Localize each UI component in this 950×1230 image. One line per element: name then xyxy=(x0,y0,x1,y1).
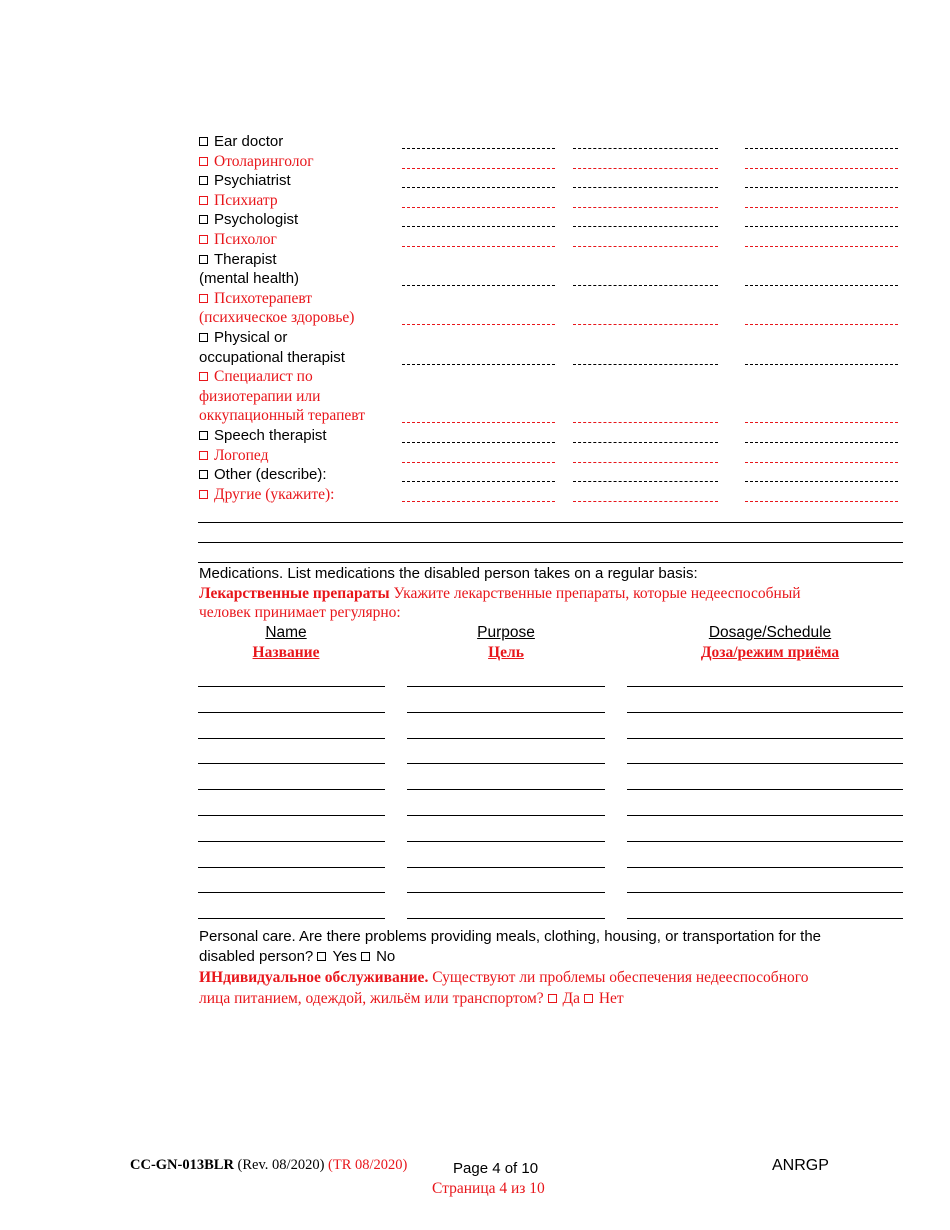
medication-dosage-line[interactable] xyxy=(627,763,903,764)
provider-label xyxy=(199,328,287,348)
provider-label xyxy=(199,465,327,485)
medications-heading-ru: Лекарственные препараты xyxy=(199,585,390,602)
provider-answer-line[interactable] xyxy=(402,364,555,365)
provider-label-text: occupational therapist xyxy=(199,348,345,366)
medication-purpose-line[interactable] xyxy=(407,712,605,713)
provider-label-text: Психотерапевт xyxy=(214,289,313,307)
provider-label-text: Psychiatrist xyxy=(214,172,291,190)
personal-care-en-2 xyxy=(199,948,395,965)
provider-answer-line[interactable] xyxy=(573,246,718,247)
provider-answer-line[interactable] xyxy=(573,285,718,286)
provider-label xyxy=(199,269,299,289)
medication-purpose-line[interactable] xyxy=(407,892,605,893)
column-dosage-en: Dosage/Schedule xyxy=(708,624,832,641)
provider-label-text: Ear doctor xyxy=(214,133,284,150)
provider-label xyxy=(199,250,277,270)
provider-answer-line[interactable] xyxy=(573,207,718,208)
medication-dosage-line[interactable] xyxy=(627,738,903,739)
provider-label xyxy=(199,348,345,368)
provider-answer-line[interactable] xyxy=(402,187,555,188)
provider-label-text: Логопед xyxy=(214,446,269,464)
provider-label-text: Специалист по xyxy=(214,368,313,386)
no-checkbox-ru[interactable] xyxy=(584,994,593,1003)
provider-label xyxy=(199,426,327,446)
medication-name-line[interactable] xyxy=(198,815,385,816)
provider-answer-line[interactable] xyxy=(402,501,555,502)
provider-answer-line[interactable] xyxy=(402,462,555,463)
provider-checkbox[interactable] xyxy=(199,215,208,224)
provider-checkbox[interactable] xyxy=(199,431,208,440)
personal-care-en-1: Personal care. Are there problems providing meals, clothing, housing, or transportation for the xyxy=(199,928,822,945)
medication-name-line[interactable] xyxy=(198,918,385,919)
provider-checkbox[interactable] xyxy=(199,490,208,499)
provider-answer-line[interactable] xyxy=(745,168,898,169)
medications-prompt-ru-1 xyxy=(199,585,801,603)
column-purpose-ru: Цель xyxy=(488,644,524,661)
medication-name-line[interactable] xyxy=(198,686,385,687)
provider-answer-line[interactable] xyxy=(573,187,718,188)
provider-answer-line[interactable] xyxy=(745,422,898,423)
provider-checkbox[interactable] xyxy=(199,372,208,381)
yes-label-ru: Да xyxy=(562,990,580,1007)
medication-purpose-line[interactable] xyxy=(407,686,605,687)
provider-answer-line[interactable] xyxy=(573,226,718,227)
provider-label-text: Physical or xyxy=(214,329,288,346)
provider-label-text: Therapist xyxy=(214,250,277,268)
no-checkbox[interactable] xyxy=(361,952,370,961)
medication-name-line[interactable] xyxy=(198,763,385,764)
medication-purpose-line[interactable] xyxy=(407,738,605,739)
provider-checkbox[interactable] xyxy=(199,176,208,185)
provider-answer-line[interactable] xyxy=(573,422,718,423)
provider-answer-line[interactable] xyxy=(745,187,898,188)
personal-care-question-ru: лица питанием, одеждой, жильём или транспортом? xyxy=(199,990,544,1007)
provider-checkbox[interactable] xyxy=(199,451,208,460)
provider-answer-line[interactable] xyxy=(745,226,898,227)
provider-label xyxy=(199,406,365,426)
form-code xyxy=(130,1157,407,1174)
provider-answer-line[interactable] xyxy=(573,462,718,463)
other-line-2[interactable] xyxy=(198,542,903,543)
column-dosage-ru: Доза/режим приёма xyxy=(700,644,840,661)
personal-care-ru-2 xyxy=(199,990,624,1008)
provider-label xyxy=(199,171,291,191)
personal-care-question-en: disabled person? xyxy=(199,948,314,965)
provider-checkbox[interactable] xyxy=(199,137,208,146)
provider-answer-line[interactable] xyxy=(745,442,898,443)
provider-label xyxy=(199,367,313,387)
form-revision: (Rev. 08/2020) xyxy=(233,1157,325,1173)
provider-answer-line[interactable] xyxy=(745,324,898,325)
provider-label-text: (психическое здоровье) xyxy=(199,309,355,327)
medication-purpose-line[interactable] xyxy=(407,918,605,919)
provider-checkbox[interactable] xyxy=(199,255,208,264)
medication-name-line[interactable] xyxy=(198,712,385,713)
provider-label-text: Отоларинголог xyxy=(214,152,314,170)
medication-name-line[interactable] xyxy=(198,867,385,868)
provider-answer-line[interactable] xyxy=(745,246,898,247)
column-purpose-en: Purpose xyxy=(477,624,535,641)
provider-label-text: физиотерапии или xyxy=(199,387,321,405)
yes-checkbox-ru[interactable] xyxy=(548,994,557,1003)
provider-answer-line[interactable] xyxy=(402,148,555,149)
provider-answer-line[interactable] xyxy=(402,324,555,325)
medication-name-line[interactable] xyxy=(198,789,385,790)
medication-purpose-line[interactable] xyxy=(407,841,605,842)
provider-checkbox[interactable] xyxy=(199,294,208,303)
medication-purpose-line[interactable] xyxy=(407,763,605,764)
provider-answer-line[interactable] xyxy=(573,501,718,502)
medication-dosage-line[interactable] xyxy=(627,789,903,790)
medication-purpose-line[interactable] xyxy=(407,867,605,868)
provider-answer-line[interactable] xyxy=(745,462,898,463)
personal-care-ru-1 xyxy=(199,969,808,987)
provider-label xyxy=(199,191,278,211)
provider-answer-line[interactable] xyxy=(745,501,898,502)
yes-checkbox[interactable] xyxy=(317,952,326,961)
medication-dosage-line[interactable] xyxy=(627,686,903,687)
medication-dosage-line[interactable] xyxy=(627,892,903,893)
provider-answer-line[interactable] xyxy=(745,148,898,149)
medication-dosage-line[interactable] xyxy=(627,712,903,713)
provider-answer-line[interactable] xyxy=(402,246,555,247)
form-acronym: ANRGP xyxy=(772,1157,829,1174)
provider-label-text: оккупационный терапевт xyxy=(199,407,365,425)
medication-dosage-line[interactable] xyxy=(627,815,903,816)
provider-label-text: Psychologist xyxy=(214,211,299,229)
provider-label xyxy=(199,387,320,407)
medication-name-line[interactable] xyxy=(198,892,385,893)
provider-answer-line[interactable] xyxy=(745,285,898,286)
medication-dosage-line[interactable] xyxy=(627,841,903,842)
provider-answer-line[interactable] xyxy=(745,481,898,482)
other-line-3[interactable] xyxy=(198,562,903,563)
provider-checkbox[interactable] xyxy=(199,196,208,205)
provider-answer-line[interactable] xyxy=(402,481,555,482)
medication-dosage-line[interactable] xyxy=(627,918,903,919)
provider-answer-line[interactable] xyxy=(573,481,718,482)
yes-label: Yes xyxy=(332,948,357,965)
column-name-en: Name xyxy=(265,624,307,641)
provider-label xyxy=(199,132,283,152)
medications-prompt-ru-2: человек принимает регулярно: xyxy=(199,604,401,621)
medication-purpose-line[interactable] xyxy=(407,789,605,790)
provider-label-text: Психиатр xyxy=(214,191,278,209)
provider-label-text: Психолог xyxy=(214,231,277,248)
provider-label-text: Other (describe): xyxy=(214,466,327,484)
provider-checkbox[interactable] xyxy=(199,333,208,342)
provider-label xyxy=(199,485,335,505)
page-number-en: Page 4 of 10 xyxy=(453,1160,539,1177)
personal-care-heading-ru: ИНдивидуальное обслуживание. xyxy=(199,969,429,986)
personal-care-text-ru: Существуют ли проблемы обеспечения недееспособного xyxy=(428,969,809,986)
provider-answer-line[interactable] xyxy=(402,207,555,208)
provider-label-text: Speech therapist xyxy=(214,427,327,444)
provider-label xyxy=(199,230,277,250)
provider-answer-line[interactable] xyxy=(745,207,898,208)
provider-answer-line[interactable] xyxy=(402,168,555,169)
medication-name-line[interactable] xyxy=(198,841,385,842)
page-number-ru: Страница 4 из 10 xyxy=(432,1180,545,1197)
provider-answer-line[interactable] xyxy=(573,364,718,365)
form-translation-rev: (TR 08/2020) xyxy=(324,1157,408,1173)
medication-purpose-line[interactable] xyxy=(407,815,605,816)
provider-label xyxy=(199,152,314,172)
medication-name-line[interactable] xyxy=(198,738,385,739)
provider-answer-line[interactable] xyxy=(573,168,718,169)
provider-label xyxy=(199,446,268,466)
provider-label xyxy=(199,210,298,230)
provider-answer-line[interactable] xyxy=(402,422,555,423)
provider-answer-line[interactable] xyxy=(573,324,718,325)
medications-text-ru: Укажите лекарственные препараты, которые недееспособный xyxy=(389,585,801,602)
medication-dosage-line[interactable] xyxy=(627,867,903,868)
provider-answer-line[interactable] xyxy=(402,442,555,443)
no-label: No xyxy=(376,948,396,965)
form-code-id: CC-GN-013BLR xyxy=(130,1157,234,1173)
provider-answer-line[interactable] xyxy=(573,442,718,443)
provider-label-text: Другие (укажите): xyxy=(214,485,335,503)
no-label-ru: Нет xyxy=(598,990,624,1007)
provider-checkbox[interactable] xyxy=(199,157,208,166)
provider-answer-line[interactable] xyxy=(745,364,898,365)
provider-answer-line[interactable] xyxy=(402,285,555,286)
other-line-1[interactable] xyxy=(198,522,903,523)
provider-checkbox[interactable] xyxy=(199,235,208,244)
provider-answer-line[interactable] xyxy=(573,148,718,149)
provider-label xyxy=(199,308,354,328)
provider-label-text: (mental health) xyxy=(199,270,300,288)
medications-prompt-en: Medications. List medications the disabled person takes on a regular basis: xyxy=(199,565,698,582)
provider-answer-line[interactable] xyxy=(402,226,555,227)
provider-label xyxy=(199,289,312,309)
column-name-ru: Название xyxy=(252,644,320,661)
provider-checkbox[interactable] xyxy=(199,470,208,479)
